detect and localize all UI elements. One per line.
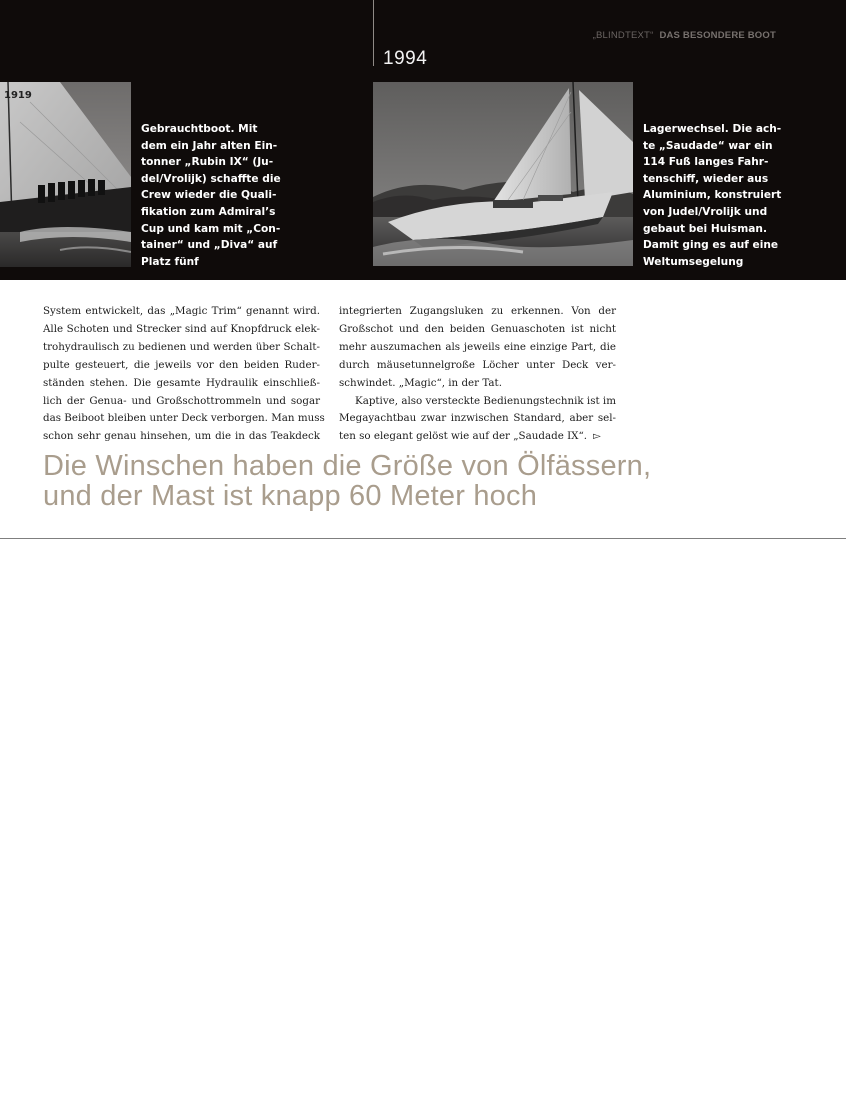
- caption-rubin-ix: [141, 121, 281, 270]
- body-column-2: [339, 303, 616, 446]
- caption-line: von Judel/Vrolijk und: [643, 205, 768, 218]
- body-line: schon sehr genau hinsehen, um die in das Teakdeck: [43, 430, 320, 443]
- sail-number: 1919: [4, 90, 32, 101]
- caption-line: tenschiff, wieder aus: [643, 172, 769, 185]
- body-line: Großschot und den beiden Genuaschoten ist nicht: [339, 322, 616, 335]
- caption-line: Lagerwechsel. Die ach-: [643, 123, 782, 135]
- photo-saudade-image: [373, 82, 633, 266]
- photo-rubin-ix: [0, 82, 131, 267]
- caption-saudade: [643, 121, 783, 270]
- photo-saudade: [373, 82, 633, 266]
- body-line-text: ten so elegant gelöst wie auf der „Saudade IX“.: [339, 430, 588, 443]
- year-label: 1994: [383, 48, 428, 69]
- body-line: Kaptive, also versteckte Bedienungstechnik ist im: [355, 394, 616, 407]
- caption-line: Aluminium, konstruiert: [643, 189, 782, 202]
- caption-line: Damit ging es auf eine: [643, 239, 779, 252]
- caption-line: gebaut bei Huisman.: [643, 222, 767, 235]
- section-rule: [0, 538, 846, 539]
- header-divider: [373, 0, 374, 66]
- caption-line: te „Saudade“ war ein: [643, 139, 773, 152]
- body-column-1: [43, 303, 325, 446]
- body-line: System entwickelt, das „Magic Trim“ genannt wird.: [43, 305, 320, 317]
- body-line: Megayachtbau zwar inzwischen Standard, aber sel-: [339, 412, 616, 425]
- body-line-last: [339, 428, 616, 446]
- pull-quote-line: und der Mast ist knapp 60 Meter hoch: [43, 480, 538, 512]
- body-line: mehr auszumachen als jeweils eine einzige Part, die: [339, 340, 616, 353]
- body-line: integrierten Zugangsluken zu erkennen. Von der: [339, 305, 616, 317]
- running-header-section: DAS BESONDERE BOOT: [659, 30, 776, 41]
- caption-line: Weltumsegelung: [643, 255, 744, 268]
- body-line: schwindet. „Magic“, in der Tat.: [339, 376, 502, 389]
- body-line: trohydraulisch zu bedienen und werden über Schalt-: [43, 340, 320, 353]
- caption-line: fikation zum Admiral’s: [141, 205, 276, 218]
- photo-rubin-ix-image: [0, 82, 131, 267]
- caption-line: Platz fünf: [141, 255, 199, 268]
- running-header-kicker: „BLINDTEXT“: [592, 30, 654, 41]
- body-line: ständen stehen. Die gesamte Hydraulik einschließ-: [43, 376, 320, 389]
- caption-line: del/Vrolijk) schaffte die: [141, 172, 281, 185]
- body-line: das Beiboot bleiben unter Deck verborgen. Man muss: [43, 412, 325, 425]
- pull-quote: [43, 451, 803, 511]
- caption-line: Gebrauchtboot. Mit: [141, 123, 258, 135]
- running-header: [593, 30, 776, 41]
- caption-line: Crew wieder die Quali-: [141, 189, 277, 202]
- body-line: Alle Schoten und Strecker sind auf Knopfdruck elek-: [43, 322, 320, 335]
- caption-line: Cup und kam mit „Con-: [141, 222, 281, 235]
- caption-line: dem ein Jahr alten Ein-: [141, 139, 278, 152]
- caption-line: 114 Fuß langes Fahr-: [643, 156, 769, 169]
- end-of-article-mark: ▻: [593, 430, 601, 443]
- body-line: pulte gesteuert, die jeweils vor den beiden Ruder-: [43, 358, 320, 371]
- caption-line: tainer“ und „Diva“ auf: [141, 239, 278, 252]
- body-line: lich der Genua- und Großschottrommeln und sogar: [43, 394, 320, 407]
- caption-line: tonner „Rubin IX“ (Ju-: [141, 156, 274, 169]
- pull-quote-line: Die Winschen haben die Größe von Ölfässern,: [43, 450, 652, 482]
- body-line: durch mäusetunnelgroße Löcher unter Deck ver-: [339, 358, 616, 371]
